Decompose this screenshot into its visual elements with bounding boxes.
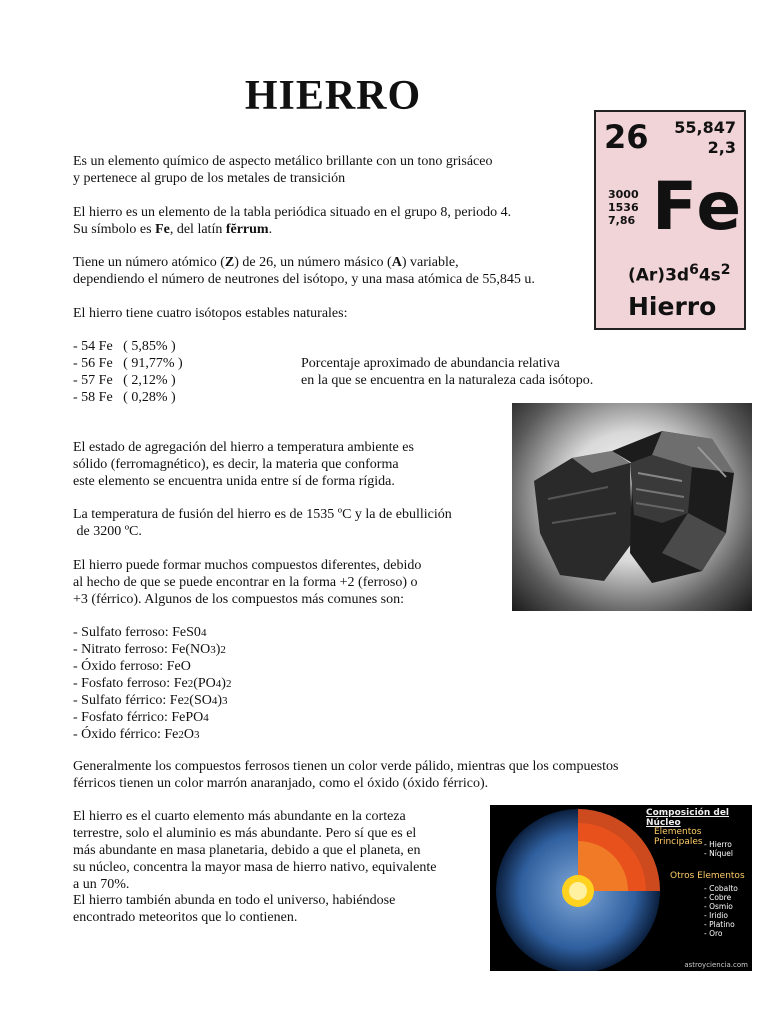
abundance-line-3: más abundante en masa planetaria, debido a que el planeta, en	[73, 843, 421, 858]
element-symbol: Fe	[652, 168, 744, 245]
other-element-item: - Iridio	[704, 911, 728, 920]
isotope-item: - 58 Fe ( 0,28% )	[73, 390, 176, 405]
other-element-item: - Oro	[704, 929, 723, 938]
other-element-item: - Cobre	[704, 893, 732, 902]
compound-item: - Sulfato ferroso: FeS04	[73, 625, 207, 640]
valence: 2,3	[707, 138, 736, 157]
compound-item: - Fosfato ferroso: Fe2(PO4)2	[73, 676, 232, 691]
compounds-line-1: El hierro puede formar muchos compuestos diferentes, debido	[73, 558, 422, 573]
periodic-table-tile	[594, 110, 746, 330]
position-line-2: Su símbolo es Fe, del latín fĕrrum.	[73, 222, 273, 237]
temperature-line-1: La temperatura de fusión del hierro es de 1535 ºC y la de ebullición	[73, 507, 452, 522]
earth-core-diagram	[490, 805, 752, 971]
colors-line-1: Generalmente los compuestos ferrosos tienen un color verde pálido, mientras que los compuestos	[73, 759, 619, 774]
compounds-line-3: +3 (férrico). Algunos de los compuestos más comunes son:	[73, 592, 405, 607]
main-element-item: - Hierro	[704, 840, 732, 849]
element-name: Hierro	[628, 292, 717, 321]
main-elements-heading: Elementos Principales	[654, 827, 703, 847]
isotope-item: - 56 Fe ( 91,77% )	[73, 356, 183, 371]
other-elements-heading: Otros Elementos	[670, 871, 745, 881]
physical-props: 3000 1536 7,86	[608, 188, 639, 227]
compound-item: - Óxido ferroso: FeO	[73, 659, 191, 674]
abundance-line-5: a un 70%.	[73, 877, 130, 892]
other-element-item: - Cobalto	[704, 884, 738, 893]
mineral-illustration	[512, 403, 752, 611]
isotope-item: - 57 Fe ( 2,12% )	[73, 373, 176, 388]
abundance-line-2: terrestre, solo el aluminio es más abundante. Pero sí que es el	[73, 826, 417, 841]
core-caption: Composición del Núcleo	[646, 808, 730, 828]
colors-line-2: férricos tienen un color marrón anaranjado, como el óxido (óxido férrico).	[73, 776, 489, 791]
abundance-line-7: encontrado meteoritos que lo contienen.	[73, 910, 298, 925]
state-line-1: El estado de agregación del hierro a temperatura ambiente es	[73, 440, 414, 455]
atomic-line-2: dependiendo el número de neutrones del isótopo, y una masa atómica de 55,845 u.	[73, 272, 535, 287]
page-title: HIERRO	[244, 73, 422, 119]
position-line-1: El hierro es un elemento de la tabla periódica situado en el grupo 8, periodo 4.	[73, 205, 512, 220]
compound-item: - Óxido férrico: Fe2O3	[73, 727, 200, 742]
abundance-line-6: El hierro también abunda en todo el universo, habiéndose	[73, 893, 396, 908]
abundance-line-4: su núcleo, concentra la mayor masa de hierro nativo, equivalente	[73, 860, 437, 875]
isotopes-note-1: Porcentaje aproximado de abundancia relativa	[301, 356, 560, 371]
other-element-item: - Platino	[704, 920, 735, 929]
electron-configuration: $(Ar)3d^64s^2$	[628, 262, 731, 286]
state-line-3: este elemento se encuentra unida entre sí de forma rígida.	[73, 474, 395, 489]
isotopes-heading: El hierro tiene cuatro isótopos estables naturales:	[73, 306, 348, 321]
atomic-mass: 55,847 2,3	[674, 118, 736, 157]
symbol-bold: Fe	[155, 222, 170, 237]
state-line-2: sólido (ferromagnético), es decir, la materia que conforma	[73, 457, 399, 472]
isotope-item: - 54 Fe ( 5,85% )	[73, 339, 176, 354]
abundance-line-1: El hierro es el cuarto elemento más abundante en la corteza	[73, 809, 406, 824]
isotopes-note-2: en la que se encuentra en la naturaleza cada isótopo.	[301, 373, 594, 388]
intro-line-2: y pertenece al grupo de los metales de transición	[73, 171, 346, 186]
compound-item: - Fosfato férrico: FePO4	[73, 710, 209, 725]
other-element-item: - Osmio	[704, 902, 733, 911]
intro-line-1: Es un elemento químico de aspecto metálico brillante con un tono grisáceo	[73, 154, 493, 169]
image-credit: astroyciencia.com	[684, 961, 748, 969]
iron-mineral-photo	[512, 403, 752, 611]
compound-item: - Nitrato ferroso: Fe(NO3)2	[73, 642, 226, 657]
compounds-line-2: al hecho de que se puede encontrar en la forma +2 (ferroso) o	[73, 575, 418, 590]
main-element-item: - Níquel	[704, 849, 733, 858]
atomic-line-1: Tiene un número atómico (Z) de 26, un número másico (A) variable,	[73, 255, 459, 270]
temperature-line-2: de 3200 ºC.	[73, 524, 142, 539]
atomic-number: 26	[604, 118, 649, 156]
latin-name-bold: fĕrrum	[225, 222, 269, 237]
compound-item: - Sulfato férrico: Fe2(SO4)3	[73, 693, 228, 708]
